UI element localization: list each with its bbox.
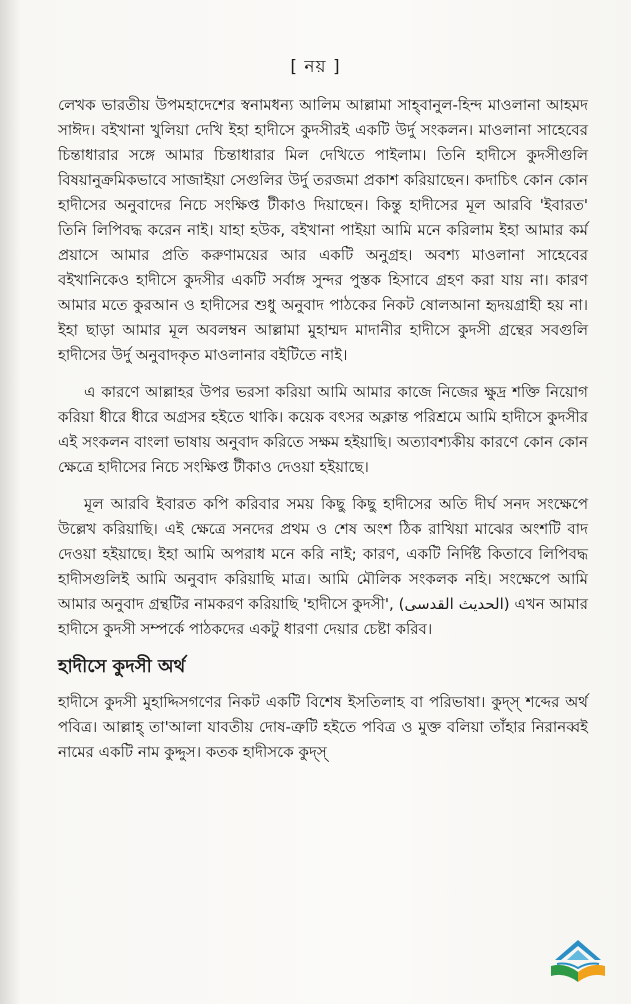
paragraph-3 — [58, 492, 588, 642]
paragraph-1: লেখক ভারতীয় উপমহাদেশের স্বনামধন্য আলিম আল্লামা সাহ্‌বানুল-হিন্দ মাওলানা আহমদ সাঈদ। বইখানা খুলিয়া দেখি ইহা হাদীসে কুদসীরই একটি উর্দু সংকলন। মাওলানা সাহেবের চিন্তাধারার সঙ্গে আমার চিন্তাধারার মিল দেখিতে পাইলাম। তিনি হাদীসে কুদসীগুলি বিষয়ানুক্রমিকভাবে সাজাইয়া সেগুলির উর্দু তরজমা প্রকাশ করিয়াছেন। কদাচিৎ কোন কোন হাদীসের অনুবাদের নিচে সংক্ষিপ্ত টীকাও দিয়াছেন। কিন্তু হাদীসের মূল আরবি 'ইবারত' তিনি লিপিবদ্ধ করেন নাই। যাহা হউক, বইখানা পাইয়া আমি মনে করিলাম ইহা আমার কর্ম প্রয়াসে আমার প্রতি করুণাময়ের আর একটি অনুগ্রহ। অবশ্য মাওলানা সাহেবের বইখানিকেও হাদীসে কুদসীর একটি সর্বাঙ্গ সুন্দর পুস্তক হিসাবে গ্রহণ করা যায় না। কারণ আমার মতে কুরআন ও হাদীসের শুধু অনুবাদ পাঠকের নিকট ষোলআনা হৃদয়গ্রাহী হয় না। ইহা ছাড়া আমার মূল অবলম্বন আল্লামা মুহাম্মদ মাদানীর হাদীসে কুদসী গ্রন্থের সবগুলি হাদীসের উর্দু অনুবাদকৃত মাওলানার বইটিতে নাই। — [58, 96, 588, 364]
book-house-logo-icon — [547, 938, 609, 986]
binding-shadow — [0, 0, 22, 1004]
paragraph-3-text: মূল আরবি ইবারত কপি করিবার সময় কিছু কিছু হাদীসের অতি দীর্ঘ সনদ সংক্ষেপে উল্লেখ করিয়াছি। এই ক্ষেত্রে সনদের প্রথম ও শেষ অংশ ঠিক রাখিয়া মাঝের অংশটি বাদ দেওয়া হইয়াছে। ইহা আমি অপরাধ মনে করি নাই; কারণ, একটি নির্দিষ্ট কিতাবে লিপিবদ্ধ হাদীসগুলিই আমি অনুবাদ করিয়াছি মাত্র। আমি মৌলিক সংকলক নহি। সংক্ষেপে আমি আমার অনুবাদ গ্রন্থটির নামকরণ করিয়াছি 'হাদীসে কুদসী', — [58, 495, 588, 613]
page-body — [58, 93, 588, 777]
paragraph-2: এ কারণে আল্লাহর উপর ভরসা করিয়া আমি আমার কাজে নিজের ক্ষুদ্র শক্তি নিয়োগ করিয়া ধীরে ধীরে অগ্রসর হইতে থাকি। কয়েক বৎসর অক্লান্ত পরিশ্রমে আমি হাদীসে কুদসীর এই সংকলন বাংলা ভাষায় অনুবাদ করিতে সক্ষম হইয়াছি। অত্যাবশ্যকীয় কারণে কোন কোন ক্ষেত্রে হাদীসের নিচে সংক্ষিপ্ত টীকাও দেওয়া হইয়াছে। — [58, 383, 588, 476]
arabic-title: (الحديث القدسى) — [398, 595, 510, 613]
paragraph-3-tail: এখন আমার হাদীসে কুদসী সম্পর্কে পাঠকদের একটু ধারণা দেয়ার চেষ্টা করিব। — [58, 595, 588, 638]
page-number: [ নয় ] — [290, 57, 341, 77]
section-heading: হাদীসে কুদসী অর্থ — [58, 656, 186, 677]
section-paragraph: হাদীসে কুদসী মুহাদ্দিসগণের নিকট একটি বিশেষ ইসতিলাহ বা পরিভাষা। কুদ্‌স্‌ শব্দের অর্থ পবিত্র। আল্লাহ্‌ তা'আলা যাবতীয় দোষ-ত্রুটি হইতে পবিত্র ও মুক্ত বলিয়া তাঁহার নিরানব্বই নামের একটি নাম কুদ্দুস। কতক হাদীসকে কুদ্‌স্‌ — [58, 693, 588, 761]
